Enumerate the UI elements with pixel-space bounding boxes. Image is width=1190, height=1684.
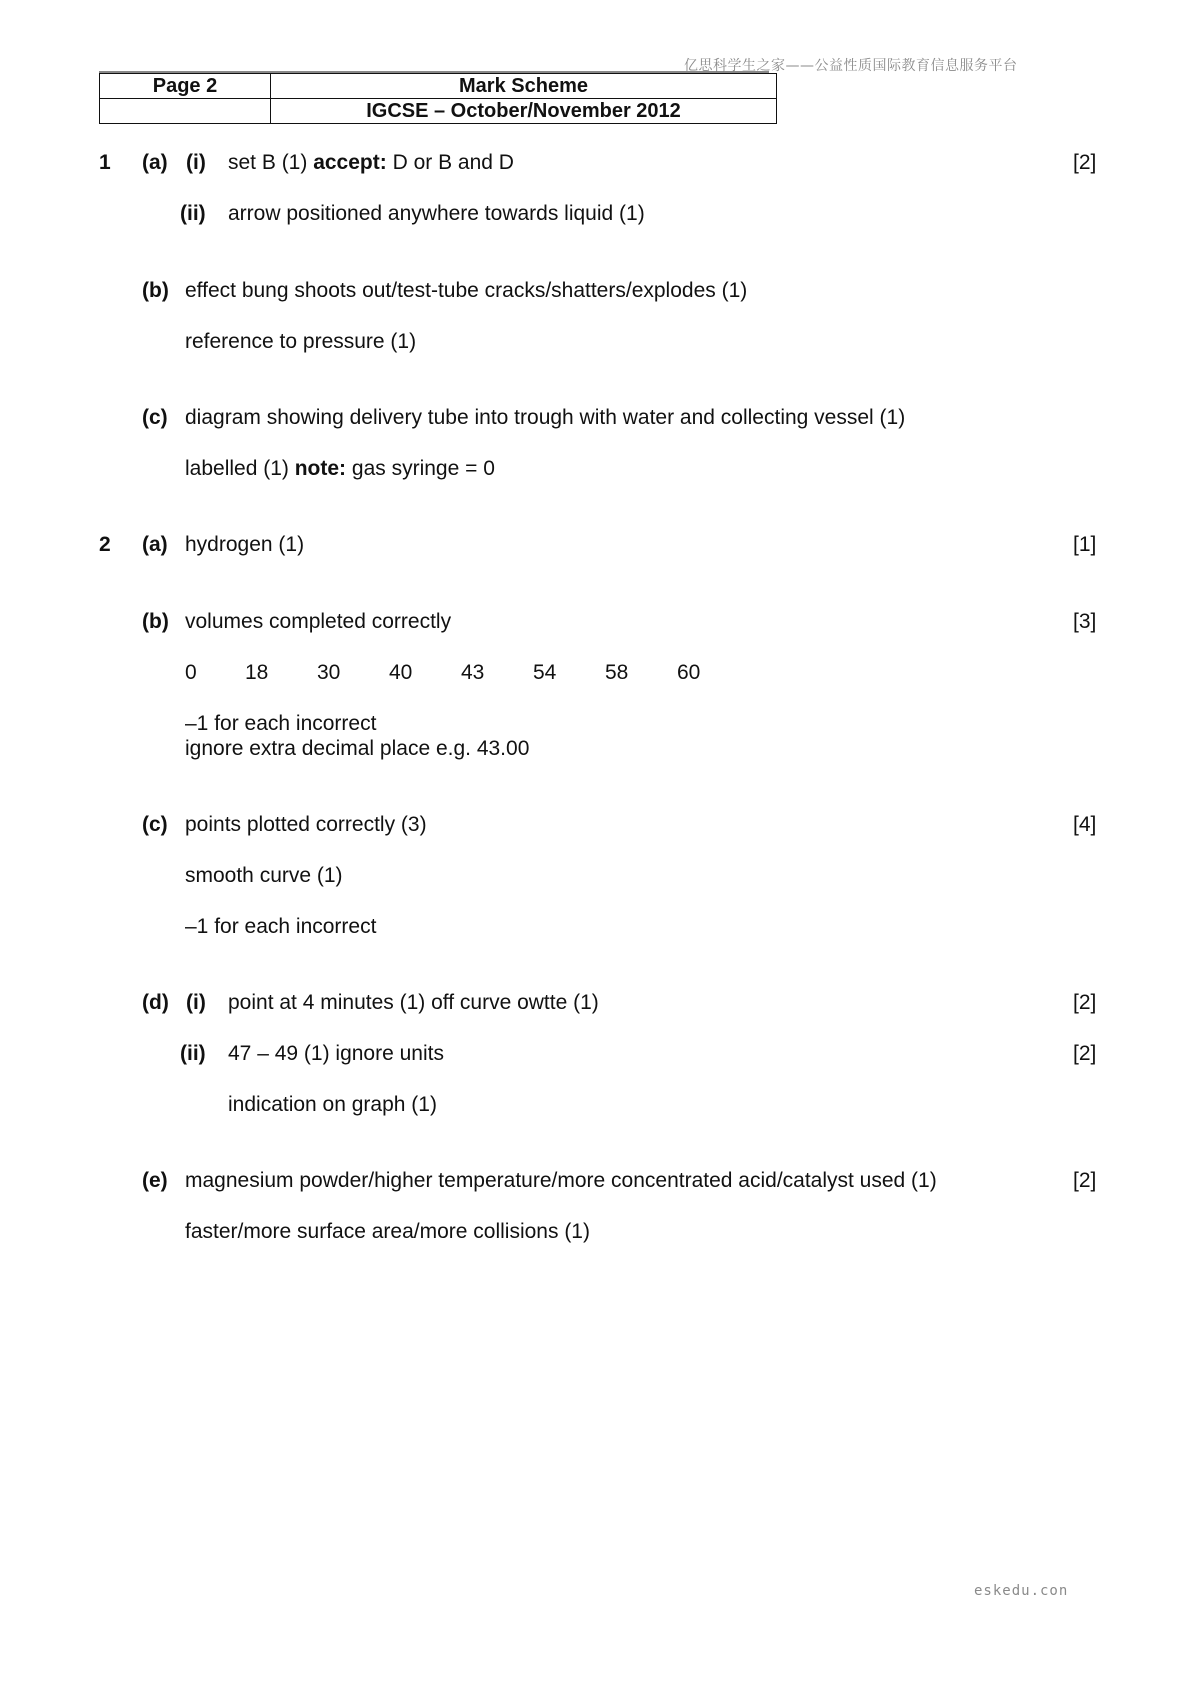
q2c-label: (c)	[142, 813, 168, 836]
q1c-answer-2: labelled (1) note: gas syringe = 0	[185, 457, 495, 480]
watermark-top: 亿思科学生之家——公益性质国际教育信息服务平台	[684, 58, 1018, 74]
q2b-value: 0	[185, 661, 197, 684]
q2di-answer: point at 4 minutes (1) off curve owtte (1)	[228, 991, 599, 1014]
q2b-value: 18	[245, 661, 269, 684]
header-table	[99, 73, 777, 124]
q2b-value: 43	[461, 661, 485, 684]
q2b-value: 60	[677, 661, 701, 684]
q2dii-answer: 47 – 49 (1) ignore units	[228, 1042, 444, 1065]
q2b-value: 58	[605, 661, 629, 684]
q1b-answer-1: effect bung shoots out/test-tube cracks/shatters/explodes (1)	[185, 279, 748, 302]
q1a-label: (a)	[142, 151, 168, 174]
q2b-note-1: –1 for each incorrect	[185, 712, 377, 735]
q1c-label: (c)	[142, 406, 168, 429]
q1b-label: (b)	[142, 279, 169, 302]
q2b-mark: [3]	[1073, 610, 1097, 633]
q1-number: 1	[99, 151, 111, 174]
q2e-mark: [2]	[1073, 1169, 1097, 1192]
q2c-answer-1: points plotted correctly (3)	[185, 813, 427, 836]
q2e-answer-1: magnesium powder/higher temperature/more concentrated acid/catalyst used (1)	[185, 1169, 937, 1192]
q2dii-answer-2: indication on graph (1)	[228, 1093, 437, 1116]
q2-number: 2	[99, 533, 111, 556]
q1c-answer-1: diagram showing delivery tube into trough with water and collecting vessel (1)	[185, 406, 906, 429]
q1a-mark: [2]	[1073, 151, 1097, 174]
q2c-answer-2: smooth curve (1)	[185, 864, 343, 887]
q1ai-answer: set B (1) accept: D or B and D	[228, 151, 514, 174]
q2b-label: (b)	[142, 610, 169, 633]
q2c-answer-3: –1 for each incorrect	[185, 915, 377, 938]
q2c-mark: [4]	[1073, 813, 1097, 836]
header-subtitle: IGCSE – October/November 2012	[271, 99, 777, 124]
q2dii-mark: [2]	[1073, 1042, 1097, 1065]
q1b-answer-2: reference to pressure (1)	[185, 330, 417, 353]
header-title: Mark Scheme	[271, 74, 777, 99]
q2b-value: 30	[317, 661, 341, 684]
q1aii-label: (ii)	[180, 202, 206, 225]
header-page: Page 2	[100, 74, 271, 99]
q2a-answer: hydrogen (1)	[185, 533, 305, 556]
q2b-value: 40	[389, 661, 413, 684]
q2b-answer: volumes completed correctly	[185, 610, 452, 633]
q2dii-label: (ii)	[180, 1042, 206, 1065]
header-empty-cell	[100, 99, 271, 124]
q2d-label: (d)	[142, 991, 169, 1014]
q2a-mark: [1]	[1073, 533, 1097, 556]
q2di-mark: [2]	[1073, 991, 1097, 1014]
q2b-note-2: ignore extra decimal place e.g. 43.00	[185, 737, 530, 760]
q2b-value: 54	[533, 661, 557, 684]
q1ai-label: (i)	[186, 151, 206, 174]
watermark-bottom: eskedu.con	[974, 1583, 1069, 1599]
q2e-answer-2: faster/more surface area/more collisions (1)	[185, 1220, 590, 1243]
q2a-label: (a)	[142, 533, 168, 556]
q2di-label: (i)	[186, 991, 206, 1014]
q1aii-answer: arrow positioned anywhere towards liquid (1)	[228, 202, 645, 225]
q2e-label: (e)	[142, 1169, 168, 1192]
